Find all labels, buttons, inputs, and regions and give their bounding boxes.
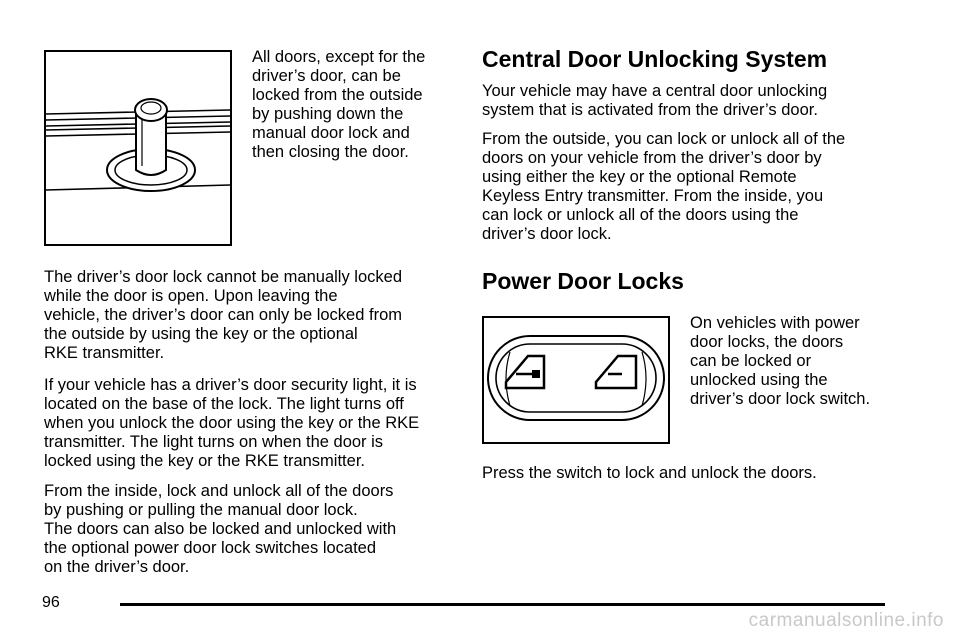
inside-lock-paragraph: From the inside, lock and unlock all of the doors by pushing or pulling the manual door lock. The doors can also be locked and unlocked with the optional power door lock switches located on the driver’s door. [44, 482, 397, 576]
central-unlocking-paragraph-1: Your vehicle may have a central door unlocking system that is activated from the driver’s door. [482, 82, 828, 119]
door-lock-knob-illustration [46, 52, 230, 244]
central-unlocking-heading: Central Door Unlocking System [482, 46, 828, 72]
footer-rule [120, 603, 885, 606]
manual-lock-caption: All doors, except for the driver’s door, can be locked from the outside by pushing down the manual door lock and then closing the door. [252, 48, 426, 161]
power-door-locks-heading: Power Door Locks [482, 268, 684, 294]
power-lock-switch-illustration [484, 318, 668, 442]
power-lock-caption: On vehicles with power door locks, the doors can be locked or unlocked using the driver’s door lock switch. [690, 314, 871, 408]
drivers-door-lock-paragraph: The driver’s door lock cannot be manually locked while the door is open. Upon leaving the vehicle, the driver’s door can only be locked from the outside by using the key or the optional RKE transmitter. [44, 268, 402, 362]
lock-door-icon [596, 356, 636, 388]
watermark: carmanualsonline.info [748, 610, 944, 631]
page-number: 96 [42, 594, 60, 611]
security-light-paragraph: If your vehicle has a driver’s door security light, it is located on the base of the lock. The light turns off when you unlock the door using the key or the RKE transmitter. The light turns on when the door is locked using the key or the RKE transmitter. [44, 376, 420, 470]
press-switch-paragraph: Press the switch to lock and unlock the doors. [482, 464, 817, 482]
power-lock-switch-figure [482, 316, 670, 444]
manual-door-lock-figure [44, 50, 232, 246]
central-unlocking-paragraph-2: From the outside, you can lock or unlock all of the doors on your vehicle from the driver’s door by using either the key or the optional Remote Keyless Entry transmitter. From the inside, you can lock or unlock all of the doors using the driver’s door lock. [482, 130, 846, 243]
unlock-door-icon [506, 356, 544, 388]
